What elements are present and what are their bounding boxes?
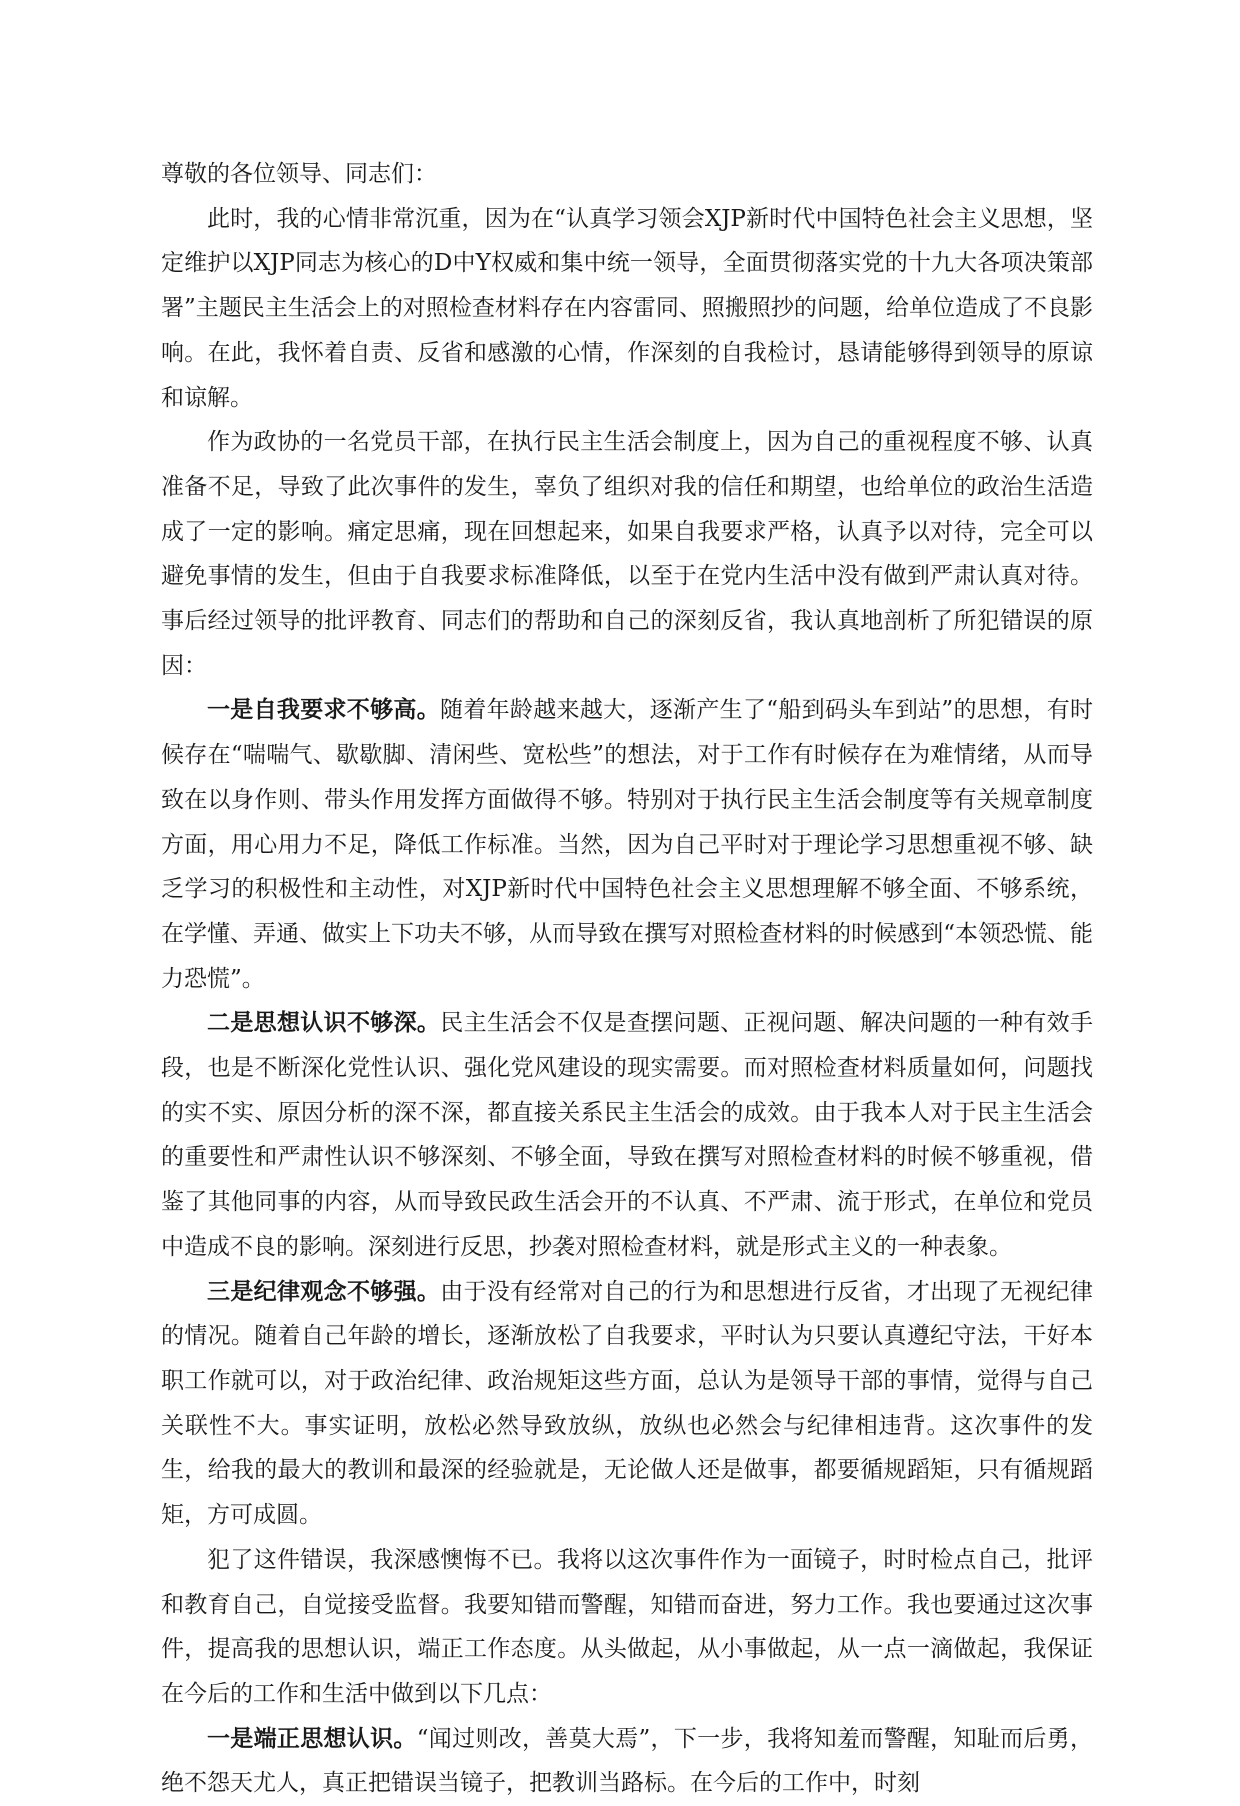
paragraph-intro	[161, 197, 1093, 421]
paragraph-text: 作为政协的一名党员干部，在执行民主生活会制度上，因为自己的重视程度不够、认真准备不足，导致了此次事件的发生，辜负了组织对我的信任和期望，也给单位的政治生活造成了一定的影响。痛定思痛，现在回想起来，如果自我要求严格，认真予以对待，完全可以避免事情的发生，但由于自我要求标准降低，以至于在党内生活中没有做到严肃认真对待。事后经过领导的批评教育、同志们的帮助和自己的深刻反省，我认真地剖析了所犯错误的原因：	[161, 429, 1093, 679]
paragraph-text: 此时，我的心情非常沉重，因为在“认真学习领会XJP新时代中国特色社会主义思想，坚定维护以XJP同志为核心的D中Y权威和集中统一领导，全面贯彻落实党的十九大各项决策部署”主题民主生活会上的对照检查材料存在内容雷同、照搬照抄的问题，给单位造成了不良影响。在此，我怀着自责、反省和感激的心情，作深刻的自我检讨，恳请能够得到领导的原谅和谅解。	[161, 205, 1093, 411]
paragraph-text: 随着年龄越来越大，逐渐产生了“船到码头车到站”的思想，有时候存在“喘喘气、歇歇脚、清闲些、宽松些”的想法，对于工作有时候存在为难情绪，从而导致在以身作则、带头作用发挥方面做得不够。特别对于执行民主生活会制度等有关规章制度方面，用心用力不足，降低工作标准。当然，因为自己平时对于理论学习思想重视不够、缺乏学习的积极性和主动性，对XJP新时代中国特色社会主义思想理解不够全面、不够系统，在学懂、弄通、做实上下功夫不够，从而导致在撰写对照检查材料的时候感到“本领恐慌、能力恐慌”。	[161, 697, 1093, 992]
paragraph-cause-2	[161, 1001, 1093, 1269]
paragraph-text: 犯了这件错误，我深感懊悔不已。我将以这次事件作为一面镜子，时时检点自己，批评和教育自己，自觉接受监督。我要知错而警醒，知错而奋进，努力工作。我也要通过这次事件，提高我的思想认识，端正工作态度。从头做起，从小事做起，从一点一滴做起，我保证在今后的工作和生活中做到以下几点：	[161, 1546, 1093, 1707]
paragraph-lead: 一是自我要求不够高。	[207, 696, 441, 724]
paragraph-cause-1	[161, 688, 1093, 1001]
paragraph-commitment	[161, 1538, 1093, 1717]
paragraph-text: 由于没有经常对自己的行为和思想进行反省，才出现了无视纪律的情况。随着自己年龄的增长，逐渐放松了自我要求，平时认为只要认真遵纪守法，干好本职工作就可以，对于政治纪律、政治规矩这些方面，总认为是领导干部的事情，觉得与自己关联性不大。事实证明，放松必然导致放纵，放纵也必然会与纪律相违背。这次事件的发生，给我的最大的教训和最深的经验就是，无论做人还是做事，都要循规蹈矩，只有循规蹈矩，方可成圆。	[161, 1278, 1094, 1529]
document-body	[161, 152, 1093, 1806]
paragraph-lead: 二是思想认识不够深。	[207, 1009, 441, 1037]
paragraph-text: 民主生活会不仅是查摆问题、正视问题、解决问题的一种有效手段，也是不断深化党性认识、强化党风建设的现实需要。而对照检查材料质量如何，问题找的实不实、原因分析的深不深，都直接关系民主生活会的成效。由于我本人对于民主生活会的重要性和严肃性认识不够深刻、不够全面，导致在撰写对照检查材料的时候不够重视，借鉴了其他同事的内容，从而导致民政生活会开的不认真、不严肃、流于形式，在单位和党员中造成不良的影响。深刻进行反思，抄袭对照检查材料，就是形式主义的一种表象。	[161, 1010, 1094, 1260]
paragraph-lead: 一是端正思想认识。	[207, 1724, 417, 1752]
paragraph-background	[161, 420, 1093, 688]
paragraph-measure-1	[161, 1717, 1093, 1806]
salutation: 尊敬的各位领导、同志们：	[161, 161, 437, 187]
paragraph-lead: 三是纪律观念不够强。	[207, 1277, 441, 1305]
paragraph-cause-3	[161, 1270, 1093, 1538]
paragraph-text: “闻过则改，善莫大焉”，下一步，我将知羞而警醒，知耻而后勇，绝不怨天尤人，真正把错误当镜子，把教训当路标。在今后的工作中，时刻	[161, 1725, 1093, 1797]
